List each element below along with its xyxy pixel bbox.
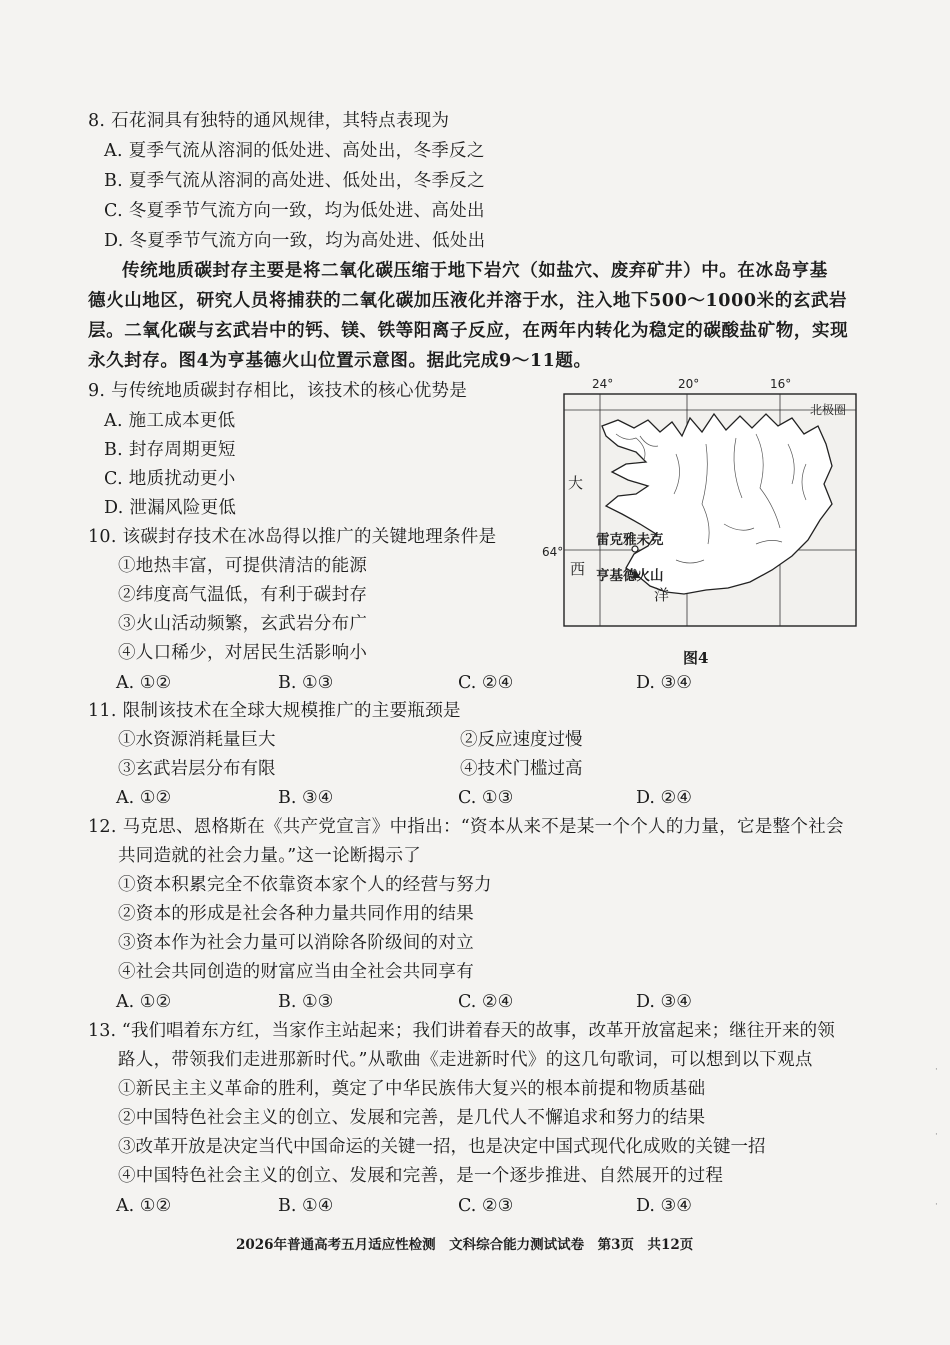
material-line-2: 德火山地区，研究人员将捕获的二氧化碳加压液化并溶于水，注入地下500～1000米的玄武岩	[88, 291, 848, 311]
ocean-char-2: 西	[570, 560, 586, 578]
reykjavik-label: 雷克雅未克	[596, 532, 664, 548]
q13-item-3: ③改革开放是决定当代中国命运的关键一招，也是决定中国式现代化成败的关键一招	[118, 1137, 766, 1157]
material-line-3: 层。二氧化碳与玄武岩中的钙、镁、铁等阳离子反应，在两年内转化为稳定的碳酸盐矿物，实现	[88, 321, 849, 341]
q11-item-4: ④技术门槛过高	[460, 759, 583, 779]
material-line-1: 传统地质碳封存主要是将二氧化碳压缩于地下岩穴（如盐穴、废弃矿井）中。在冰岛亨基	[122, 261, 828, 281]
q8-option-c: C. 冬夏季节气流方向一致，均为低处进、高处出	[104, 201, 485, 221]
q9-option-d: D. 泄漏风险更低	[104, 498, 237, 518]
arctic-circle-label: 北极圈	[810, 403, 847, 417]
q13-choice-a: A. ①②	[116, 1196, 172, 1216]
q10-item-4: ④人口稀少，对居民生活影响小	[118, 643, 368, 663]
q10-item-1: ①地热丰富，可提供清洁的能源	[118, 556, 368, 576]
q11-item-1: ①水资源消耗量巨大	[118, 730, 276, 750]
q11-stem: 11. 限制该技术在全球大规模推广的主要瓶颈是	[88, 701, 461, 721]
q10-choice-b: B. ①③	[278, 673, 334, 693]
q12-choice-c: C. ②④	[458, 992, 514, 1012]
q12-item-4: ④社会共同创造的财富应当由全社会共同享有	[118, 962, 474, 982]
q10-choice-a: A. ①②	[116, 673, 172, 693]
q13-item-2: ②中国特色社会主义的创立、发展和完善，是几代人不懈追求和努力的结果	[118, 1108, 706, 1128]
iceland-map-svg	[542, 374, 864, 636]
q10-choice-d: D. ③④	[636, 673, 692, 693]
lon-label-20: 20°	[678, 377, 700, 391]
q12-choice-d: D. ③④	[636, 992, 692, 1012]
q12-item-2: ②资本的形成是社会各种力量共同作用的结果	[118, 904, 474, 924]
q12-item-3: ③资本作为社会力量可以消除各阶级间的对立	[118, 933, 474, 953]
q12-stem-line-2: 共同造就的社会力量。”这一论断揭示了	[118, 846, 422, 866]
q10-stem: 10. 该碳封存技术在冰岛得以推广的关键地理条件是	[88, 527, 497, 547]
q11-choice-d: D. ②④	[636, 788, 692, 808]
q8-stem: 8. 石花洞具有独特的通风规律，其特点表现为	[88, 111, 450, 131]
margin-scan-mark: ·	[935, 1065, 938, 1075]
lon-label-24: 24°	[592, 377, 614, 391]
q11-choice-b: B. ③④	[278, 788, 334, 808]
q11-item-2: ②反应速度过慢	[460, 730, 583, 750]
figure-4-map	[542, 374, 864, 636]
material-line-4: 永久封存。图4为亨基德火山位置示意图。据此完成9～11题。	[88, 351, 592, 371]
q13-choice-b: B. ①④	[278, 1196, 334, 1216]
q12-choice-a: A. ①②	[116, 992, 172, 1012]
q8-option-d: D. 冬夏季节气流方向一致，均为高处进、低处出	[104, 231, 486, 251]
q9-option-a: A. 施工成本更低	[104, 411, 236, 431]
q9-stem: 9. 与传统地质碳封存相比，该技术的核心优势是	[88, 381, 468, 401]
lat-label-64: 64°	[542, 545, 564, 559]
volcano-label: 亨基德火山	[596, 568, 664, 584]
margin-scan-mark: ·	[935, 1130, 938, 1140]
q8-option-b: B. 夏季气流从溶洞的高处进、低处出，冬季反之	[104, 171, 485, 191]
q12-stem-line-1: 12. 马克思、恩格斯在《共产党宣言》中指出：“资本从来不是某一个个人的力量，它是整个社会	[88, 817, 844, 837]
q8-option-a: A. 夏季气流从溶洞的低处进、高处出，冬季反之	[104, 141, 485, 161]
q13-item-4: ④中国特色社会主义的创立、发展和完善，是一个逐步推进、自然展开的过程	[118, 1166, 724, 1186]
page-footer: 2026年普通高考五月适应性检测 文科综合能力测试试卷 第3页 共12页	[236, 1237, 694, 1253]
q9-option-b: B. 封存周期更短	[104, 440, 236, 460]
q9-option-c: C. 地质扰动更小	[104, 469, 236, 489]
q13-choice-d: D. ③④	[636, 1196, 692, 1216]
lon-label-16: 16°	[770, 377, 792, 391]
q13-choice-c: C. ②③	[458, 1196, 514, 1216]
q13-stem-line-1: 13. “我们唱着东方红，当家作主站起来；我们讲着春天的故事，改革开放富起来；继往开来的领	[88, 1021, 835, 1041]
ocean-char-3: 洋	[654, 586, 670, 604]
figure-caption: 图4	[683, 649, 709, 667]
q11-choice-a: A. ①②	[116, 788, 172, 808]
ocean-char-1: 大	[568, 474, 584, 492]
q12-choice-b: B. ①③	[278, 992, 334, 1012]
q11-item-3: ③玄武岩层分布有限	[118, 759, 276, 779]
margin-scan-mark: ·	[935, 1200, 938, 1210]
q13-item-1: ①新民主主义革命的胜利，奠定了中华民族伟大复兴的根本前提和物质基础	[118, 1079, 706, 1099]
q10-item-3: ③火山活动频繁，玄武岩分布广	[118, 614, 368, 634]
q11-choice-c: C. ①③	[458, 788, 514, 808]
q10-choice-c: C. ②④	[458, 673, 514, 693]
q10-item-2: ②纬度高气温低，有利于碳封存	[118, 585, 368, 605]
q12-item-1: ①资本积累完全不依靠资本家个人的经营与努力	[118, 875, 492, 895]
q13-stem-line-2: 路人，带领我们走进那新时代。”从歌曲《走进新时代》的这几句歌词，可以想到以下观点	[118, 1050, 813, 1070]
